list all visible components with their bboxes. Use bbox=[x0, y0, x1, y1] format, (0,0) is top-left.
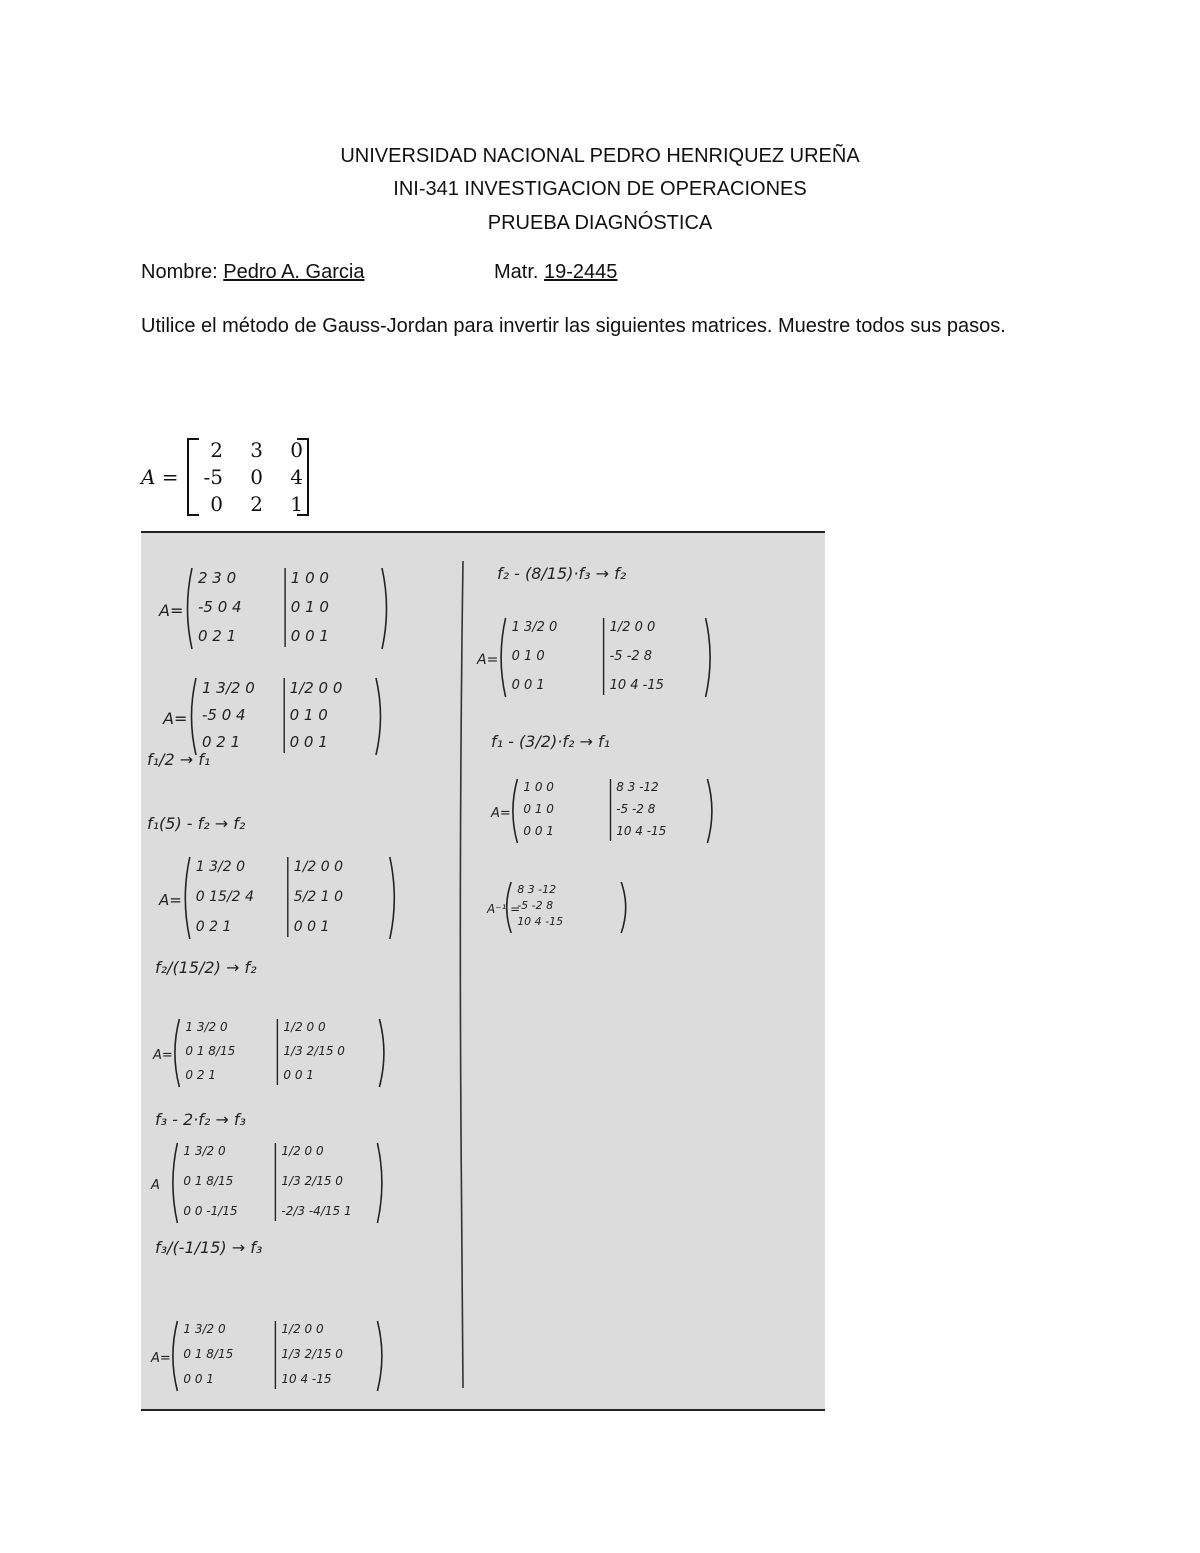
step5-row: -2/3 -4/15 1 bbox=[281, 1204, 352, 1218]
step4-row: 1/3 2/15 0 bbox=[283, 1044, 345, 1058]
step8-label: A= bbox=[491, 806, 511, 821]
left-paren bbox=[192, 678, 197, 755]
op2: f₁(5) - f₂ → f₂ bbox=[147, 814, 246, 833]
step6-label: A= bbox=[151, 1351, 171, 1366]
left-paren bbox=[175, 1019, 180, 1087]
name-line bbox=[141, 261, 364, 284]
left-paren bbox=[173, 1143, 178, 1223]
matrix-cell: 4 bbox=[290, 465, 303, 489]
step8-row: 8 3 -12 bbox=[616, 780, 659, 794]
step5-label: A bbox=[151, 1178, 160, 1193]
right-paren bbox=[382, 568, 387, 649]
matrix-cell: 0 bbox=[210, 492, 223, 516]
course-title: INI-341 INVESTIGACION DE OPERACIONES bbox=[393, 178, 807, 200]
step3-row: 1/2 0 0 bbox=[293, 859, 344, 875]
matrix-cell: 3 bbox=[250, 438, 263, 462]
step6-row: 0 0 1 bbox=[183, 1372, 214, 1386]
left-paren bbox=[513, 779, 518, 843]
matrix-cell: 0 bbox=[290, 438, 303, 462]
step2-row: 1 3/2 0 bbox=[202, 679, 255, 697]
step2-row: 1/2 0 0 bbox=[289, 679, 343, 697]
step5-row: 0 0 -1/15 bbox=[183, 1204, 238, 1218]
step1-row: 0 1 0 bbox=[290, 598, 329, 616]
right-paren bbox=[377, 1321, 382, 1391]
op3: f₂/(15/2) → f₂ bbox=[155, 958, 257, 977]
name-label: Nombre: bbox=[141, 261, 218, 283]
inverse-label: A⁻¹ = bbox=[487, 902, 521, 916]
step4-label: A= bbox=[153, 1048, 173, 1063]
op1: f₁/2 → f₁ bbox=[147, 750, 211, 769]
step1-row: 2 3 0 bbox=[198, 569, 237, 587]
step2-row: 0 1 0 bbox=[289, 706, 328, 724]
op5: f₃/(-1/15) → f₃ bbox=[155, 1238, 263, 1257]
handwritten-work bbox=[141, 533, 825, 1409]
right-paren bbox=[390, 857, 395, 939]
matrix-cell: 2 bbox=[210, 438, 223, 462]
step6-row: 0 1 8/15 bbox=[183, 1347, 234, 1361]
step6-row: 10 4 -15 bbox=[281, 1372, 332, 1386]
step1-row: 1 0 0 bbox=[290, 569, 329, 587]
step7-row: 0 1 0 bbox=[511, 649, 545, 664]
step3-row: 0 15/2 4 bbox=[195, 889, 254, 905]
step1-row: -5 0 4 bbox=[198, 598, 242, 616]
step7-row: 1 3/2 0 bbox=[511, 620, 558, 635]
exam-title: PRUEBA DIAGNÓSTICA bbox=[487, 212, 713, 234]
step2-label: A= bbox=[163, 709, 188, 728]
step5-row: 0 1 8/15 bbox=[183, 1174, 234, 1188]
instructions: Utilice el método de Gauss-Jordan para invertir las siguientes matrices. Muestre todos sus pasos. bbox=[141, 315, 1006, 337]
step3-row: 1 3/2 0 bbox=[195, 859, 246, 875]
inverse-row: 10 4 -15 bbox=[517, 915, 564, 928]
left-paren bbox=[173, 1321, 178, 1391]
matrix-cell: -5 bbox=[203, 465, 223, 489]
step3-label: A= bbox=[159, 891, 182, 909]
step8-row: 1 0 0 bbox=[523, 780, 554, 794]
right-paren bbox=[376, 678, 381, 755]
university-title: UNIVERSIDAD NACIONAL PEDRO HENRIQUEZ UREÑA bbox=[340, 145, 860, 167]
step6-row: 1/3 2/15 0 bbox=[281, 1347, 343, 1361]
step2-row: -5 0 4 bbox=[202, 706, 246, 724]
matr-line bbox=[494, 261, 617, 284]
step7-row: -5 -2 8 bbox=[609, 649, 653, 664]
handwritten-work-photo bbox=[141, 531, 825, 1411]
left-paren bbox=[188, 568, 193, 649]
step8-row: 10 4 -15 bbox=[616, 824, 667, 838]
step2-row: 0 0 1 bbox=[289, 733, 328, 751]
step4-row: 0 1 8/15 bbox=[185, 1044, 236, 1058]
step8-row: -5 -2 8 bbox=[616, 802, 656, 816]
matr-value: 19-2445 bbox=[544, 261, 618, 283]
op4: f₃ - 2·f₂ → f₃ bbox=[155, 1110, 246, 1129]
inverse-row: 8 3 -12 bbox=[517, 883, 557, 896]
step8-row: 0 0 1 bbox=[523, 824, 554, 838]
step7-row: 10 4 -15 bbox=[609, 678, 664, 693]
step5-row: 1 3/2 0 bbox=[183, 1144, 226, 1158]
step2-row: 0 2 1 bbox=[202, 733, 241, 751]
matrix-cell: 2 bbox=[250, 492, 263, 516]
right-paren bbox=[379, 1019, 384, 1087]
step3-row: 0 2 1 bbox=[195, 919, 232, 935]
step1-row: 0 2 1 bbox=[198, 627, 237, 645]
matrix-a-label: A = bbox=[141, 465, 179, 489]
op6: f₂ - (8/15)·f₃ → f₂ bbox=[497, 564, 627, 583]
matrix-cell: 0 bbox=[250, 465, 263, 489]
op7: f₁ - (3/2)·f₂ → f₁ bbox=[491, 732, 610, 751]
step6-row: 1 3/2 0 bbox=[183, 1322, 226, 1336]
step3-row: 0 0 1 bbox=[293, 919, 330, 935]
step5-row: 1/3 2/15 0 bbox=[281, 1174, 343, 1188]
page-divider bbox=[460, 561, 463, 1388]
step4-row: 1/2 0 0 bbox=[283, 1020, 326, 1034]
left-paren bbox=[185, 857, 190, 939]
step5-row: 1/2 0 0 bbox=[281, 1144, 324, 1158]
matrix-cell: 1 bbox=[290, 492, 303, 516]
step3-row: 5/2 1 0 bbox=[293, 889, 344, 905]
step7-label: A= bbox=[477, 652, 499, 668]
right-paren bbox=[621, 882, 626, 933]
step1-row: 0 0 1 bbox=[290, 627, 329, 645]
step8-row: 0 1 0 bbox=[523, 802, 554, 816]
step4-row: 0 2 1 bbox=[185, 1068, 216, 1082]
matr-label: Matr. bbox=[494, 261, 539, 283]
handwritten-layer bbox=[147, 564, 712, 1391]
right-paren bbox=[377, 1143, 382, 1223]
right-paren bbox=[707, 779, 712, 843]
step7-row: 0 0 1 bbox=[511, 678, 545, 693]
step6-row: 1/2 0 0 bbox=[281, 1322, 324, 1336]
name-value: Pedro A. Garcia bbox=[223, 261, 365, 283]
step4-row: 1 3/2 0 bbox=[185, 1020, 228, 1034]
step4-row: 0 0 1 bbox=[283, 1068, 314, 1082]
step7-row: 1/2 0 0 bbox=[609, 620, 656, 635]
right-paren bbox=[706, 618, 711, 697]
inverse-row: -5 -2 8 bbox=[517, 899, 554, 912]
left-paren bbox=[501, 618, 506, 697]
step1-label: A= bbox=[159, 601, 184, 620]
